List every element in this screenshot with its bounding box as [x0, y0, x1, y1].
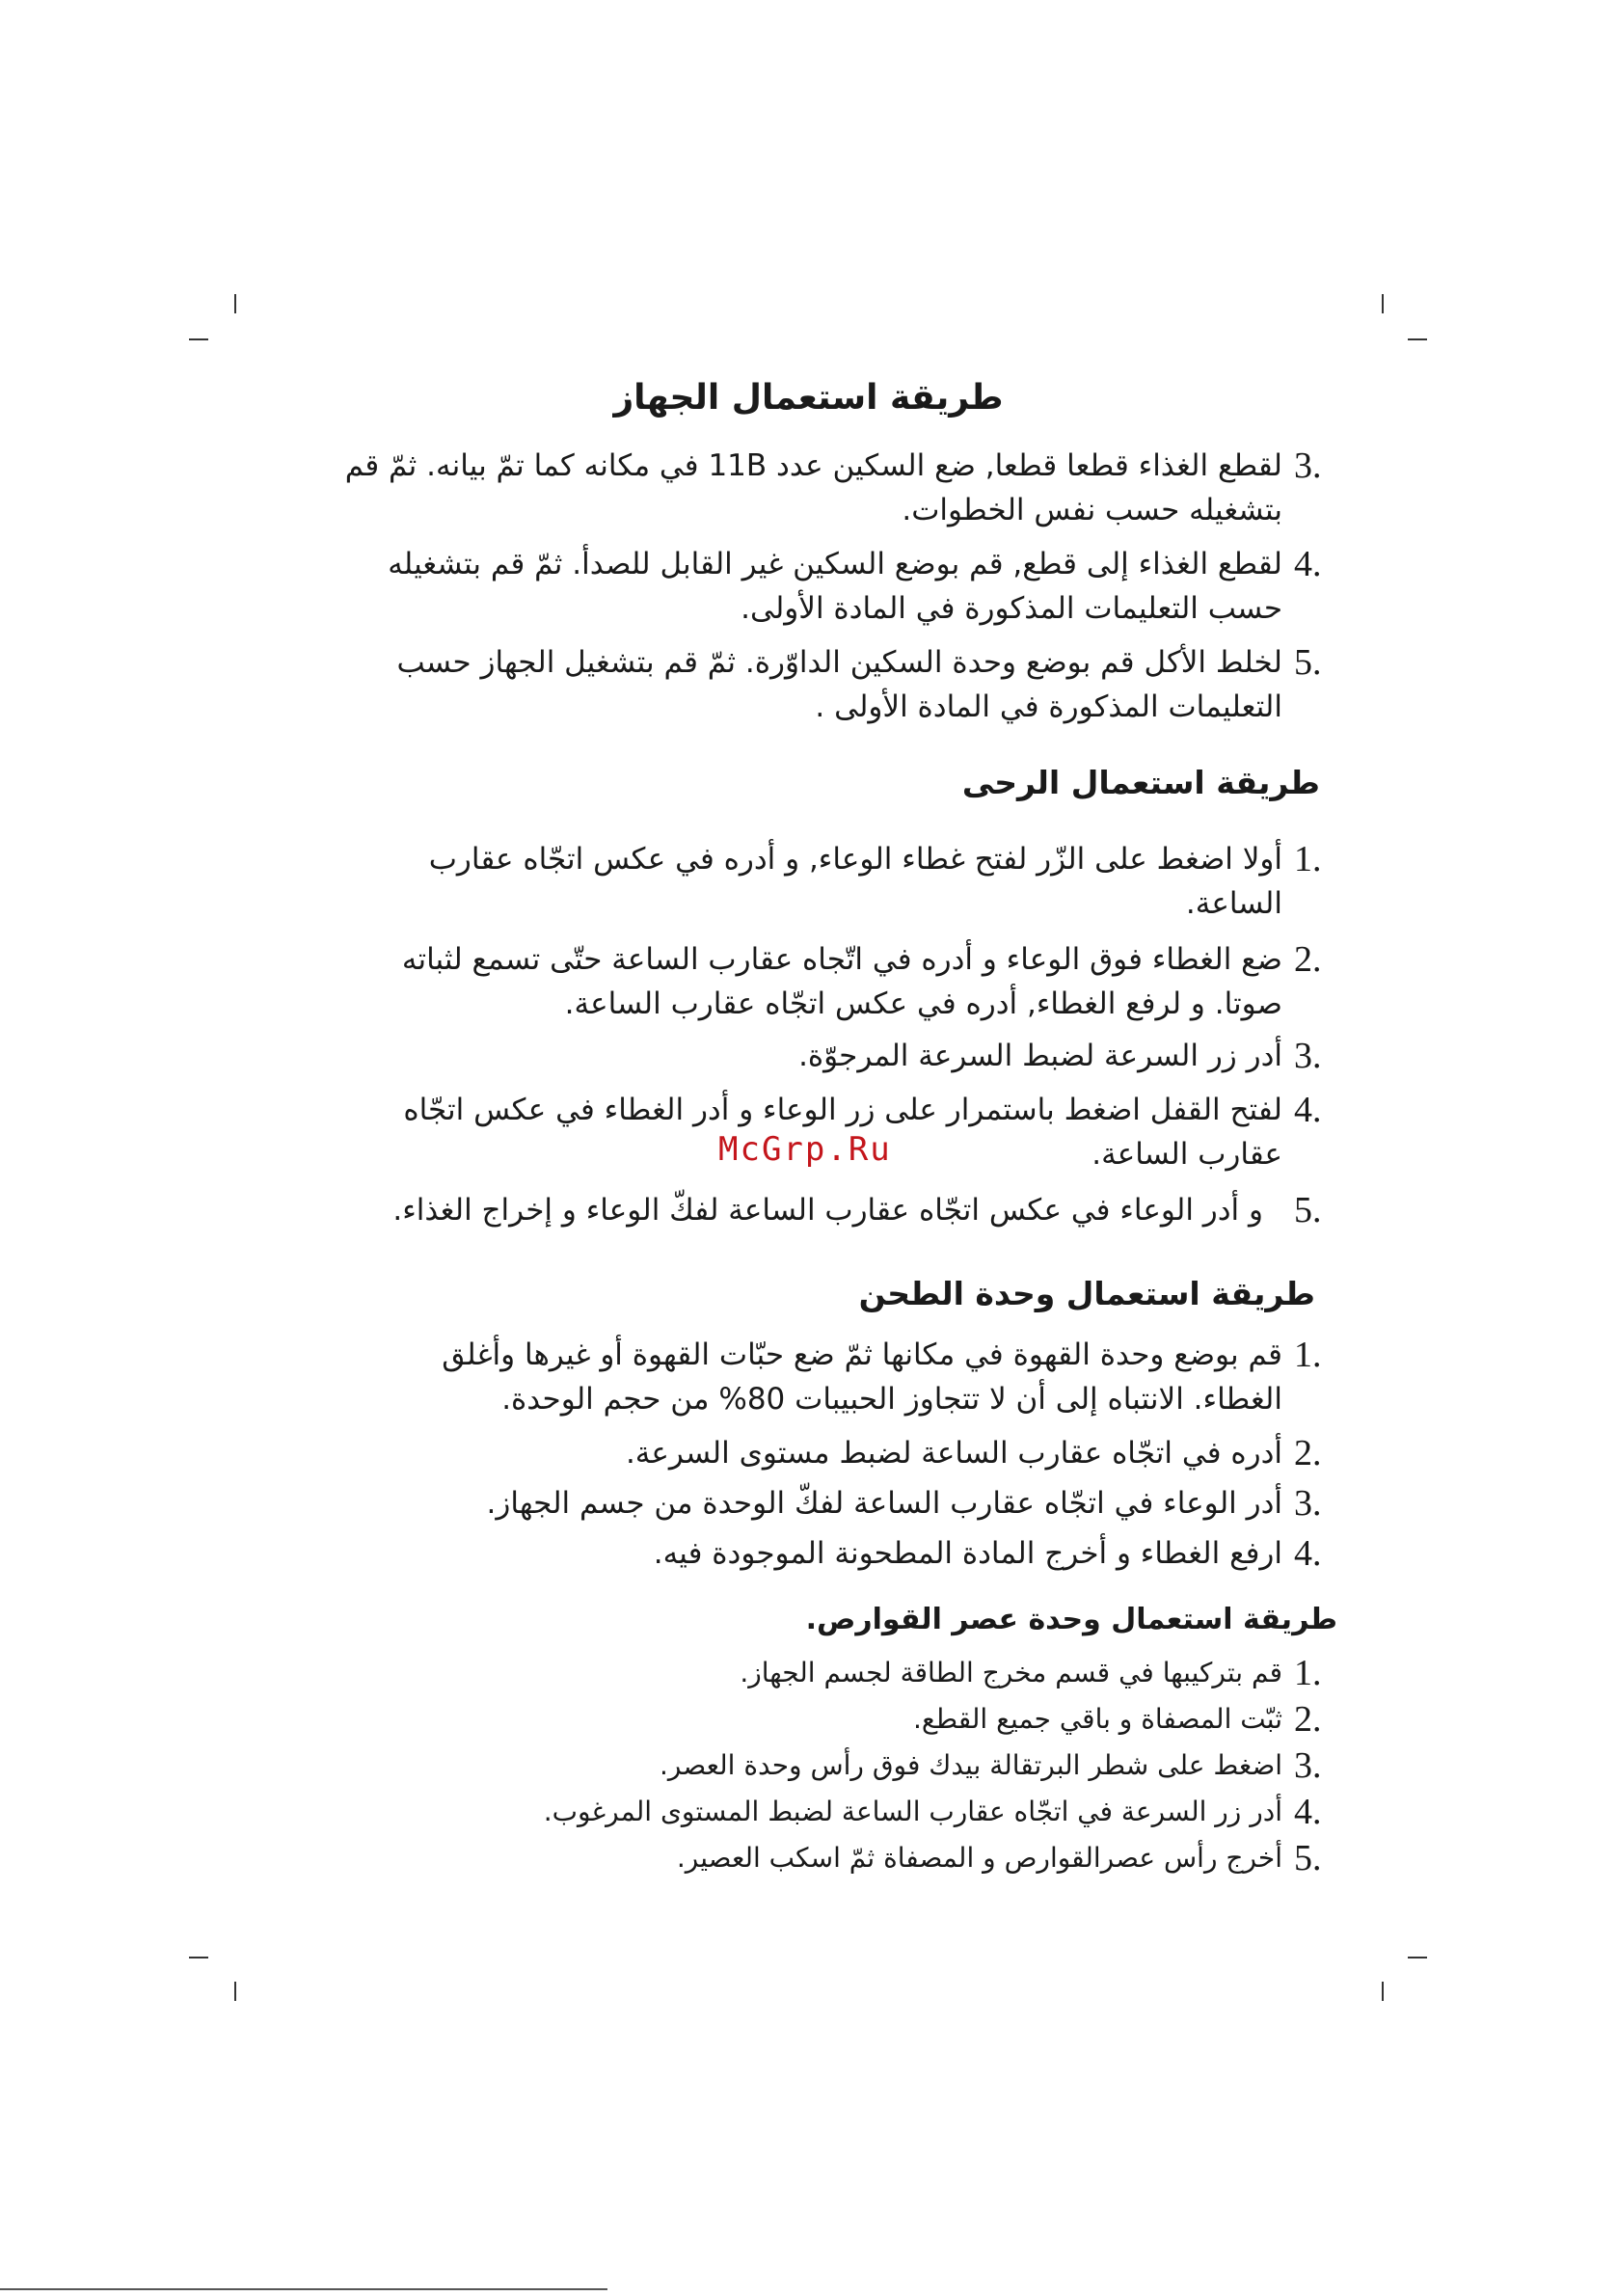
list-item [284, 937, 1333, 1026]
list-item [284, 640, 1333, 729]
item-text [318, 1333, 1282, 1421]
item-number: 2. [1294, 1699, 1322, 1740]
item-text [284, 444, 1282, 532]
page-title: طريقة استعمال الجهاز [613, 378, 1004, 418]
item-number: 1. [1294, 839, 1322, 879]
item-line: بتشغيله حسب نفس الخطوات. [902, 493, 1282, 527]
list-item [318, 1481, 1333, 1526]
list-item [318, 1431, 1333, 1475]
item-text [318, 1531, 1282, 1576]
item-line: لفتح القفل اضغط باستمرار على زر الوعاء و أدر الغطاء في عكس اتجّاه [403, 1093, 1282, 1127]
item-text [284, 1188, 1282, 1232]
item-text [318, 1790, 1282, 1834]
item-number: 4. [1294, 1792, 1322, 1832]
item-line: التعليمات المذكورة في المادة الأولى . [815, 689, 1282, 724]
item-number: 1. [1294, 1653, 1322, 1693]
list-item [318, 1743, 1333, 1788]
item-number: 5. [1294, 1838, 1322, 1878]
item-number: 3. [1294, 1483, 1322, 1524]
item-text [284, 937, 1282, 1026]
item-number: 4. [1294, 1533, 1322, 1574]
list-item [318, 1651, 1333, 1695]
list-item [284, 837, 1333, 926]
list-item [318, 1697, 1333, 1742]
list-item [318, 1333, 1333, 1421]
section-heading: طريقة استعمال وحدة عصر القوارص. [805, 1603, 1337, 1636]
item-text [318, 1697, 1282, 1742]
item-line: ضع الغطاء فوق الوعاء و أدره في اتّجاه عقارب الساعة حتّى تسمع لثباته [401, 942, 1282, 977]
item-line: أدر زر السرعة لضبط السرعة المرجوّة. [798, 1039, 1282, 1073]
item-number: 3. [1294, 446, 1322, 486]
item-text [318, 1431, 1282, 1475]
item-line: صوتا. و لرفع الغطاء, أدره في عكس اتجّاه عقارب الساعة. [564, 986, 1282, 1021]
item-text [318, 1651, 1282, 1695]
item-line: لقطع الغذاء قطعا قطعا, ضع السكين عدد 11B في مكانه كما تمّ بيانه. ثمّ قم [344, 448, 1282, 483]
item-line: أخرج رأس عصرالقوارص و المصفاة ثمّ اسكب العصير. [676, 1842, 1282, 1874]
item-line: قم بتركيبها في قسم مخرج الطاقة لجسم الجهاز. [740, 1657, 1282, 1688]
item-text [318, 1836, 1282, 1880]
item-line: أدر زر السرعة في اتجّاه عقارب الساعة لضبط المستوى المرغوب. [543, 1796, 1282, 1827]
item-line: أدر الوعاء في اتجّاه عقارب الساعة لفكّ الوحدة من جسم الجهاز. [486, 1486, 1282, 1521]
list-item [284, 1188, 1333, 1232]
section-heading: طريقة استعمال وحدة الطحن [858, 1275, 1315, 1312]
item-text [318, 1743, 1282, 1788]
item-line: أولا اضغط على الزّر لفتح غطاء الوعاء, و أدره في عكس اتجّاه عقارب [428, 842, 1282, 877]
watermark: McGrp.Ru [718, 1130, 892, 1169]
item-text [284, 1034, 1282, 1078]
item-line: ثبّت المصفاة و باقي جميع القطع. [912, 1703, 1282, 1735]
item-line: اضغط على شطر البرتقالة بيدك فوق رأس وحدة العصر. [660, 1749, 1282, 1781]
item-number: 4. [1294, 1090, 1322, 1130]
item-number: 3. [1294, 1036, 1322, 1076]
item-line: الساعة. [1185, 886, 1282, 921]
item-line: أدره في اتجّاه عقارب الساعة لضبط مستوى السرعة. [625, 1436, 1282, 1471]
item-text [318, 1481, 1282, 1526]
item-number: 5. [1294, 642, 1322, 683]
item-line: حسب التعليمات المذكورة في المادة الأولى. [741, 591, 1282, 626]
item-line: و أدر الوعاء في عكس اتجّاه عقارب الساعة لفكّ الوعاء و إخراج الغذاء. [392, 1193, 1263, 1228]
item-line: الغطاء. الانتباه إلى أن لا تتجاوز الحبيبات 80% من حجم الوحدة. [501, 1382, 1282, 1417]
item-number: 5. [1294, 1190, 1322, 1230]
item-line: ارفع الغطاء و أخرج المادة المطحونة الموجودة فيه. [653, 1536, 1282, 1571]
footer-rule [0, 2288, 607, 2290]
item-text [284, 640, 1282, 729]
list-item [284, 444, 1333, 532]
item-text [284, 542, 1282, 631]
item-number: 3. [1294, 1745, 1322, 1786]
item-line: قم بوضع وحدة القهوة في مكانها ثمّ ضع حبّات القهوة أو غيرها وأغلق [442, 1337, 1282, 1372]
item-line: عقارب الساعة. [1091, 1137, 1282, 1172]
item-number: 4. [1294, 544, 1322, 584]
section-heading: طريقة استعمال الرحى [961, 764, 1320, 801]
item-number: 2. [1294, 939, 1322, 980]
list-item [284, 1034, 1333, 1078]
list-item [284, 542, 1333, 631]
list-item [318, 1531, 1333, 1576]
list-item [318, 1836, 1333, 1880]
list-item [318, 1790, 1333, 1834]
item-line: لخلط الأكل قم بوضع وحدة السكين الداوّرة. ثمّ قم بتشغيل الجهاز حسب [396, 645, 1282, 680]
item-number: 2. [1294, 1433, 1322, 1473]
item-text [284, 837, 1282, 926]
item-line: لقطع الغذاء إلى قطع, قم بوضع السكين غير القابل للصدأ. ثمّ قم بتشغيله [388, 547, 1282, 581]
item-number: 1. [1294, 1335, 1322, 1375]
